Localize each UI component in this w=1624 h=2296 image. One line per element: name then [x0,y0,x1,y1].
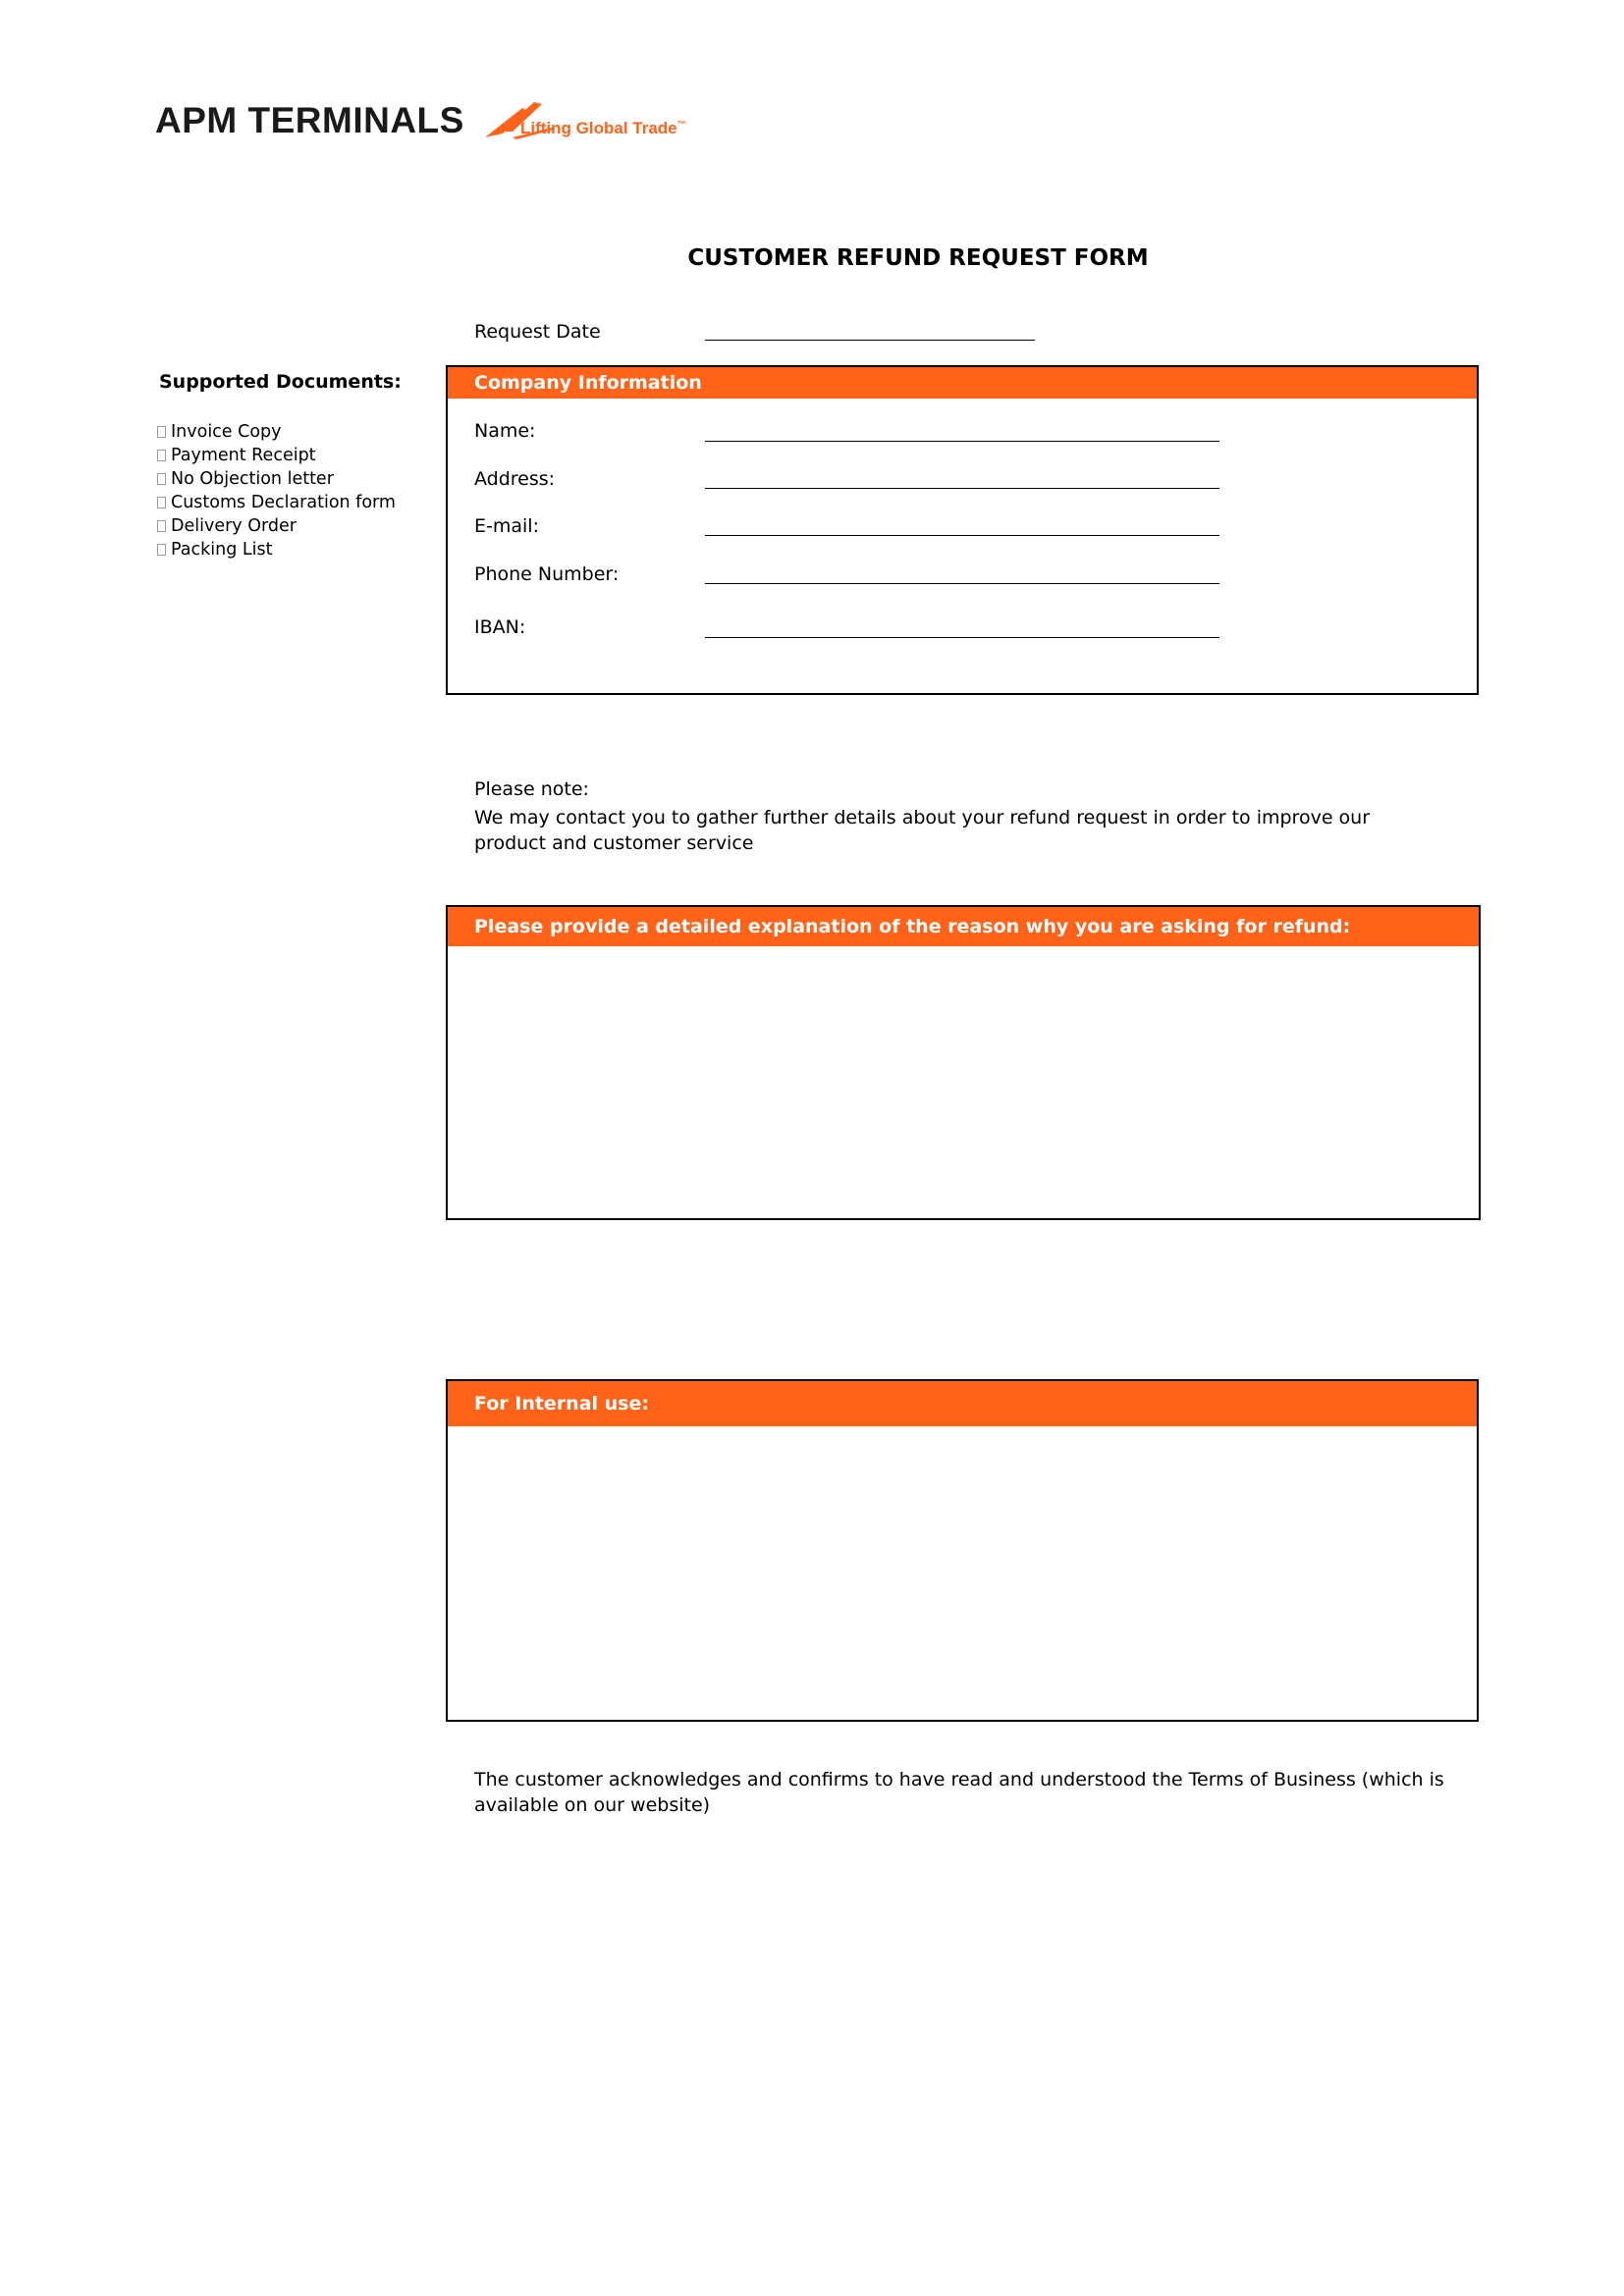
request-date-label: Request Date [474,321,601,343]
explanation-header: Please provide a detailed explanation of the reason why you are asking for refund: [448,907,1479,946]
name-label: Name: [474,420,536,442]
name-field[interactable] [705,441,1219,442]
iban-field[interactable] [705,637,1219,638]
page-title: CUSTOMER REFUND REQUEST FORM [687,245,1149,271]
note-heading: Please note: [474,778,589,800]
email-field[interactable] [705,535,1219,536]
note-body: We may contact you to gather further details about your refund request in order to improve our product and customer service [474,807,1371,854]
phone-field[interactable] [705,583,1219,584]
list-item[interactable]: Invoice Copy [157,420,396,444]
address-field[interactable] [705,488,1219,489]
checkbox-icon[interactable] [157,544,166,556]
logo-tagline: Lifting Global Trade™ [520,119,686,137]
request-date-field[interactable] [705,340,1035,341]
company-info-header: Company Information [448,367,1477,399]
list-item[interactable]: Payment Receipt [157,444,396,467]
internal-use-header: For Internal use: [448,1381,1477,1426]
list-item[interactable]: Customs Declaration form [157,491,396,514]
email-label: E-mail: [474,515,539,537]
address-label: Address: [474,468,556,490]
checkbox-icon[interactable] [157,520,166,532]
internal-use-box[interactable] [446,1379,1479,1722]
list-item[interactable]: No Objection letter [157,467,396,491]
iban-label: IBAN: [474,616,526,638]
checkbox-icon[interactable] [157,497,166,508]
checkbox-icon[interactable] [157,473,166,485]
supported-documents-list [157,420,396,561]
acknowledgement-text: The customer acknowledges and confirms to have read and understood the Terms of Business (which is available on our website) [474,1769,1444,1816]
company-info-box [446,365,1479,695]
phone-label: Phone Number: [474,563,620,585]
logo-brand: APM TERMINALS [155,100,464,140]
checkbox-icon[interactable] [157,450,166,461]
checkbox-icon[interactable] [157,426,166,438]
list-item[interactable]: Packing List [157,538,396,561]
explanation-box[interactable] [446,905,1481,1220]
list-item[interactable]: Delivery Order [157,514,396,538]
supported-documents-title: Supported Documents: [159,371,402,393]
